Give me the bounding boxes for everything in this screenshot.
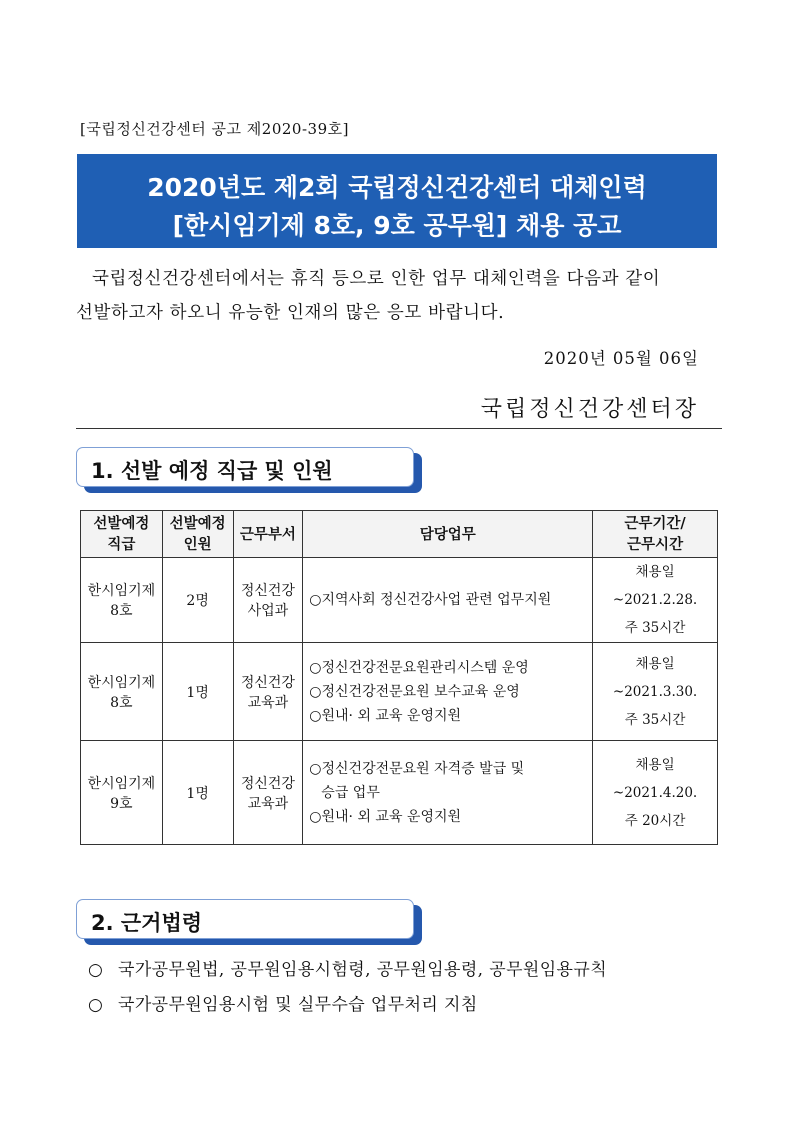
header-period-line2: 근무시간 (627, 536, 684, 553)
cell-count: 2명 (162, 558, 233, 643)
header-duty: 담당업무 (303, 511, 593, 558)
duty-item: ○정신건강전문요원관리시스템 운영 (309, 659, 529, 676)
law-item-text: 국가공무원임용시험 및 실무수습 업무처리 지침 (118, 995, 478, 1015)
law-list-item (88, 990, 478, 1015)
cell-grade (81, 558, 163, 643)
dept-line2: 사업과 (247, 603, 289, 619)
cell-duty (303, 643, 593, 741)
notice-date: 2020년 05월 06일 (543, 349, 699, 368)
duty-item: ○원내· 외 교육 운영지원 (309, 707, 462, 724)
title-line-1: 2020년도 제2회 국립정신건강센터 대체인력 (147, 173, 647, 202)
table-row (81, 741, 718, 845)
period-hours: 주 20시간 (624, 812, 686, 829)
title-line-2: [한시임기제 8호, 9호 공무원] 채용 공고 (172, 211, 622, 240)
table-row (81, 643, 718, 741)
period-dates: 채용일~2021.4.20. (612, 756, 698, 801)
header-period (593, 511, 718, 558)
cell-period (593, 741, 718, 845)
cell-duty (303, 558, 593, 643)
cell-grade (81, 643, 163, 741)
dept-line2: 교육과 (247, 694, 289, 711)
header-grade (81, 511, 163, 558)
notice-number: [국립정신건강센터 공고 제2020-39호] (80, 120, 349, 138)
law-list-item (88, 955, 607, 980)
table-row (81, 558, 718, 643)
section-2-heading-box (76, 899, 414, 939)
positions-table (80, 510, 718, 845)
grade-line1: 한시임기제 (87, 775, 156, 792)
dept-line1: 정신건강 (240, 775, 295, 792)
section-1-heading: 1. 선발 예정 직급 및 인원 (91, 459, 333, 483)
dept-line2: 교육과 (247, 795, 289, 812)
header-dept: 근무부서 (233, 511, 303, 558)
table-header-row (81, 511, 718, 558)
cell-duty (303, 741, 593, 845)
header-period-line1: 근무기간/ (624, 515, 686, 532)
issuer-name: 국립정신건강센터장 (480, 397, 699, 422)
dept-line1: 정신건강 (240, 583, 295, 599)
header-count-line1: 선발예정 (169, 515, 226, 532)
intro-paragraph (76, 262, 722, 330)
header-count (162, 511, 233, 558)
cell-period (593, 643, 718, 741)
title-banner (77, 154, 717, 248)
cell-period (593, 558, 718, 643)
period-dates: 채용일~2021.2.28. (612, 564, 698, 608)
grade-line2: 8호 (110, 603, 133, 619)
period-dates: 채용일~2021.3.30. (612, 655, 698, 700)
cell-dept (233, 558, 303, 643)
section-2-heading: 2. 근거법령 (91, 911, 203, 935)
bullet-icon: ○ (88, 960, 104, 980)
duty-item: ○정신건강전문요원 보수교육 운영 (309, 683, 520, 700)
law-item-text: 국가공무원법, 공무원임용시험령, 공무원임용령, 공무원임용규칙 (118, 960, 608, 980)
cell-count: 1명 (162, 741, 233, 845)
intro-line-1: 국립정신건강센터에서는 휴직 등으로 인한 업무 대체인력을 다음과 같이 (92, 269, 661, 289)
grade-line1: 한시임기제 (87, 583, 156, 599)
grade-line1: 한시임기제 (87, 674, 156, 691)
grade-line2: 9호 (110, 795, 133, 812)
header-grade-line1: 선발예정 (93, 515, 150, 532)
duty-item-continued: 승급 업무 (321, 784, 380, 801)
cell-dept (233, 643, 303, 741)
dept-line1: 정신건강 (240, 674, 295, 691)
period-hours: 주 35시간 (624, 711, 686, 728)
duty-item: ○정신건강전문요원 자격증 발급 및 (309, 760, 525, 777)
cell-count: 1명 (162, 643, 233, 741)
duty-item: ○원내· 외 교육 운영지원 (309, 808, 462, 825)
header-grade-line2: 직급 (107, 536, 136, 553)
bullet-icon: ○ (88, 995, 104, 1015)
intro-line-2: 선발하고자 하오니 유능한 인재의 많은 응모 바랍니다. (76, 303, 505, 323)
period-hours: 주 35시간 (624, 620, 686, 636)
cell-dept (233, 741, 303, 845)
header-count-line2: 인원 (183, 536, 212, 553)
grade-line2: 8호 (110, 694, 133, 711)
cell-grade (81, 741, 163, 845)
duty-item: ○지역사회 정신건강사업 관련 업무지원 (309, 592, 552, 608)
section-1-heading-box (76, 447, 414, 487)
divider (76, 428, 722, 429)
